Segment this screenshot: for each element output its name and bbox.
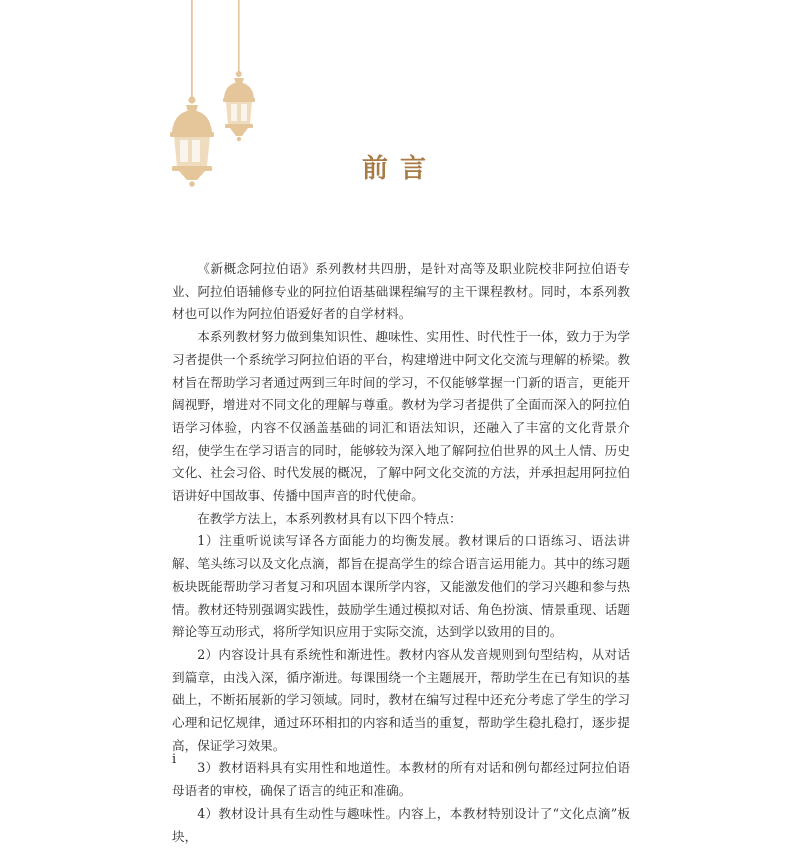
- paragraph: 2）内容设计具有系统性和渐进性。教材内容从发音规则到句型结构，从对话到篇章，由浅入深，循序渐进。每课围绕一个主题展开，帮助学生在已有知识的基础上，不断拓展新的学习领域。同时，教材在编写过程中还充分考虑了学生的学习心理和记忆规律，通过环环相扣的内容和适当的重复，帮助学生稳扎稳打，逐步提高，保证学习效果。: [172, 646, 630, 753]
- paragraph: 4）教材设计具有生动性与趣味性。内容上，本教材特别设计了“文化点滴”板块，: [172, 805, 630, 844]
- paragraph: 1）注重听说读写译各方面能力的均衡发展。教材课后的口语练习、语法讲解、笔头练习以及文化点滴，都旨在提高学生的综合语言运用能力。其中的练习题板块既能帮助学习者复习和巩固本课所学内容，又能激发他们的学习兴趣和参与热情。教材还特别强调实践性，鼓励学生通过模拟对话、角色扮演、情景重现、话题辩论等互动形式，将所学知识应用于实际交流，达到学以致用的目的。: [172, 533, 630, 640]
- preface-body: [172, 258, 630, 848]
- paragraph: 《新概念阿拉伯语》系列教材共四册，是针对高等及职业院校非阿拉伯语专业、阿拉伯语辅修专业的阿拉伯语基础课程编写的主干课程教材。同时，本系列教材也可以作为阿拉伯语爱好者的自学材料。: [172, 261, 630, 322]
- paragraph: 本系列教材努力做到集知识性、趣味性、实用性、时代性于一体，致力于为学习者提供一个系统学习阿拉伯语的平台，构建增进中阿文化交流与理解的桥梁。教材旨在帮助学习者通过两到三年时间的学习，不仅能够掌握一门新的语言，更能开阔视野，增进对不同文化的理解与尊重。教材为学习者提供了全面而深入的阿拉伯语学习体验，内容不仅涵盖基础的词汇和语法知识，还融入了丰富的文化背景介绍，使学生在学习语言的同时，能够较为深入地了解阿拉伯世界的风土人情、历史文化、社会习俗、时代发展的概况，了解中阿文化交流的方法，并承担起用阿拉伯语讲好中国故事、传播中国声音的时代使命。: [172, 329, 630, 504]
- page-title: 前言: [361, 154, 438, 184]
- paragraph: 在教学方法上，本系列教材具有以下四个特点：: [197, 510, 462, 526]
- page-number: i: [172, 752, 177, 767]
- paragraph: 3）教材语料具有实用性和地道性。本教材的所有对话和例句都经过阿拉伯语母语者的审校，确保了语言的纯正和准确。: [172, 760, 630, 799]
